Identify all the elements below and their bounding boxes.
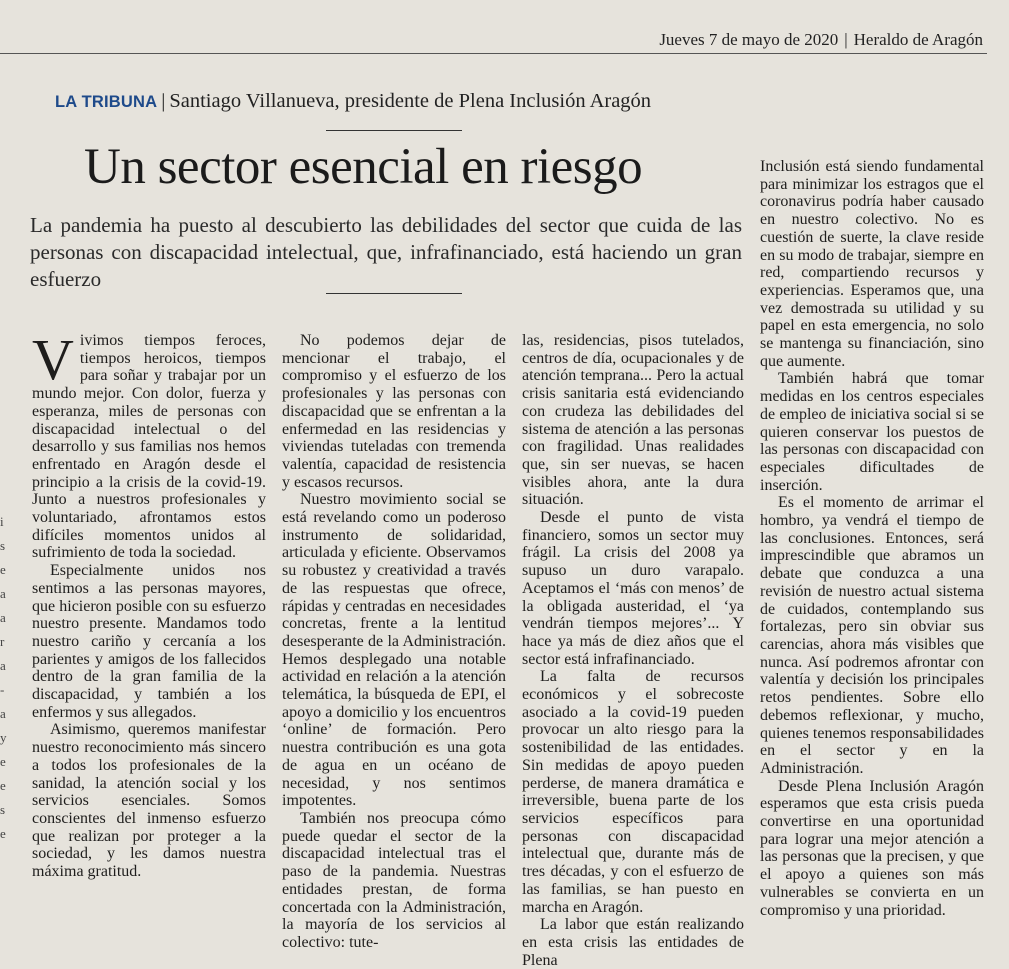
- paragraph: Desde el punto de vista financiero, somos un sector muy frágil. La crisis del 2008 ya supuso un duro varapalo. Aceptamos el ‘más con menos’ de la obligada austeridad, el ‘ya vendrán tiempos mejores’... Y hace ya más de diez años que el sector está infrafinanciado.: [522, 509, 744, 668]
- column-1: [32, 327, 266, 881]
- publication-name: Heraldo de Aragón: [853, 30, 983, 49]
- paragraph: No podemos dejar de mencionar el trabajo, el compromiso y el esfuerzo de los profesionales y las personas con discapacidad que se enfrentan a la enfermedad en las residencias y viviendas tuteladas con tremenda valentía, capacidad de resistencia y escasos recursos.: [282, 332, 506, 491]
- margin-fragment: a: [0, 586, 6, 601]
- byline: Santiago Villanueva, presidente de Plena Inclusión Aragón: [169, 90, 652, 112]
- header-separator: |: [844, 30, 848, 49]
- column-3: [522, 332, 744, 969]
- page-header: [659, 30, 983, 50]
- margin-fragment: e: [0, 562, 6, 577]
- kicker-separator: |: [161, 90, 166, 112]
- headline: Un sector esencial en riesgo: [84, 139, 643, 195]
- margin-fragment: a: [0, 658, 6, 673]
- kicker-line: [55, 90, 651, 113]
- drop-cap: V: [32, 327, 74, 392]
- margin-fragment: -: [0, 682, 5, 697]
- margin-fragment: a: [0, 610, 6, 625]
- issue-date: Jueves 7 de mayo de 2020: [659, 30, 839, 49]
- margin-fragment: y: [0, 730, 7, 745]
- deck-bottom-rule: [326, 293, 462, 294]
- margin-fragments: [0, 510, 10, 846]
- margin-fragment: s: [0, 802, 6, 817]
- paragraph: La falta de recursos económicos y el sobrecoste asociado a la covid-19 pueden provocar un alto riesgo para la sostenibilidad de las entidades. Sin medidas de apoyo pueden perderse, de manera dramática e irreversible, buena parte de los servicios específicos para personas con discapacidad intelectual que, durante más de tres décadas, y con el esfuerzo de las familias, se han puesto en marcha en Aragón.: [522, 668, 744, 916]
- header-rule: [0, 53, 987, 54]
- paragraph: También habrá que tomar medidas en los centros especiales de empleo de iniciativa social si se quieren conservar los puestos de las personas con discapacidad con especiales dificultades de inserción.: [760, 370, 984, 494]
- paragraph: Desde Plena Inclusión Aragón esperamos que esta crisis pueda convertirse en una oportunidad para lograr una mejor atención a las personas que la precisen, y que el apoyo a quienes son más vulnerables se convierta en un compromiso y una prioridad.: [760, 777, 984, 919]
- margin-fragment: a: [0, 706, 6, 721]
- paragraph: [32, 327, 266, 562]
- paragraph: La labor que están realizando en esta crisis las entidades de Plena: [522, 916, 744, 969]
- paragraph: Inclusión está siendo fundamental para minimizar los estragos que el coronavirus podría haber causado en nuestro colectivo. No es cuestión de suerte, la clave reside en su modo de trabajar, siempre en red, compartiendo recursos y experiencias. Esperamos que, una vez demostrada su utilidad y su papel en esta emergencia, no solo se mantenga su financiación, sino que aumente.: [760, 158, 984, 370]
- paragraph: Nuestro movimiento social se está revelando como un poderoso instrumento de solidaridad, articulada y eficiente. Observamos su robustez y creatividad a través de las respuestas que ofrece, rápidas y centradas en necesidades concretas, frente a la lentitud desesperante de la Administración. Hemos desplegado una notable actividad en relación a la atención telemática, la búsqueda de EPI, el apoyo a domicilio y los encuentros ‘online’ de formación. Pero nuestra contribución es una gota de agua en un océano de necesidad, y nos sentimos impotentes.: [282, 491, 506, 810]
- section-label: LA TRIBUNA: [55, 93, 158, 111]
- margin-fragment: e: [0, 754, 6, 769]
- paragraph: Especialmente unidos nos sentimos a las personas mayores, que hicieron posible con su esfuerzo nuestro presente. Mandamos todo nuestro cariño y cercanía a los parientes y amigos de los fallecidos dentro de la gran familia de la discapacidad, y también a los enfermos y sus allegados.: [32, 562, 266, 721]
- column-4: [760, 158, 984, 919]
- column-2: [282, 332, 506, 952]
- paragraph: También nos preocupa cómo puede quedar el sector de la discapacidad intelectual tras el paso de la pandemia. Nuestras entidades prestan, de forma concertada con la Administración, la mayoría de los servicios al colectivo: tute-: [282, 809, 506, 951]
- margin-fragment: r: [0, 634, 5, 649]
- paragraph: Es el momento de arrimar el hombro, ya vendrá el tiempo de las conclusiones. Entonces, será imprescindible que abramos un debate que conduzca a una revisión de nuestro actual sistema de cuidados, contemplando sus fortalezas, pero sin obviar sus carencias, ahora más visibles que nunca. Así podremos afrontar con valentía y decisión los principales retos pendientes. Sobre ello debemos reflexionar, y mucho, quienes tenemos responsabilidades en el sector y en la Administración.: [760, 494, 984, 777]
- margin-fragment: e: [0, 778, 6, 793]
- paragraph: las, residencias, pisos tutelados, centros de día, ocupacionales y de atención temprana... Pero la actual crisis sanitaria está evidenciando con crudeza las debilidades del sistema de atención a las personas con fragilidad. Unas realidades que, sin ser nuevas, se hacen visibles ahora, ante la dura situación.: [522, 332, 744, 509]
- margin-fragment: s: [0, 538, 6, 553]
- headline-top-rule: [326, 130, 462, 131]
- margin-fragment: i: [0, 514, 4, 529]
- paragraph-text: ivimos tiempos feroces, tiempos heroicos, tiempos para soñar y trabajar por un mundo mejor. Con dolor, fuerza y esperanza, miles de personas con discapacidad intelectual o del desarrollo y sus familias nos hemos enfrentado en Aragón desde el principio a la crisis de la covid-19. Junto a nuestros profesionales y voluntariado, afrontamos estos difíciles momentos unidos al sufrimiento de toda la sociedad.: [32, 332, 266, 562]
- paragraph: Asimismo, queremos manifestar nuestro reconocimiento más sincero a todos los profesionales de la sanidad, la atención social y los servicios esenciales. Somos conscientes del inmenso esfuerzo que realizan por proteger a la sociedad, y les damos nuestra máxima gratitud.: [32, 721, 266, 881]
- margin-fragment: e: [0, 826, 6, 841]
- deck: La pandemia ha puesto al descubierto las debilidades del sector que cuida de las personas con discapacidad intelectual, que, infrafinanciado, está haciendo un gran esfuerzo: [30, 213, 742, 291]
